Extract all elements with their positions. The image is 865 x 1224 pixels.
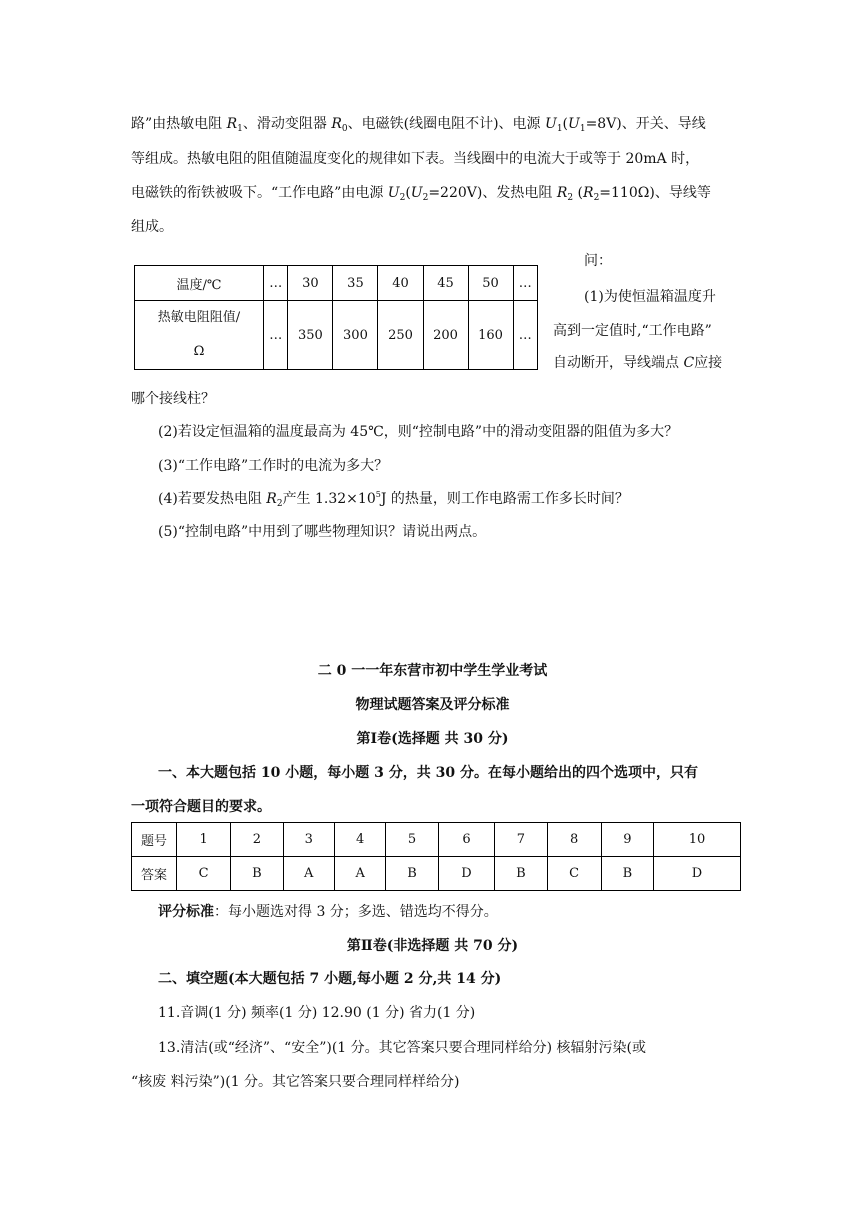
question-5: (5)“控制电路”中用到了哪些物理知识？请说出两点。 xyxy=(158,524,487,540)
table-row xyxy=(132,823,741,857)
thermistor-table xyxy=(134,265,538,370)
table-cell: 300 xyxy=(333,301,378,370)
table-cell: B xyxy=(231,857,283,891)
sub-1: 1 xyxy=(579,124,586,134)
table-row xyxy=(135,301,538,370)
question-1-line-2: 高到一定值时,“工作电路” xyxy=(553,323,712,339)
var-u1: U xyxy=(545,116,557,132)
table-cell: 50 xyxy=(468,266,513,301)
intro-text: 电磁铁的衔铁被吸下。“工作电路”由电源 xyxy=(131,185,388,201)
table-cell: 9 xyxy=(601,823,653,857)
sub-2: 2 xyxy=(422,193,429,203)
question-text: J 的热量，则工作电路需工作多长时间？ xyxy=(380,491,629,507)
table-cell: 30 xyxy=(288,266,333,301)
table-cell: 200 xyxy=(423,301,468,370)
var-u2: U xyxy=(387,185,400,201)
intro-text: =220V)、发热电阻 xyxy=(428,185,557,201)
answer-table xyxy=(131,822,741,891)
table-row xyxy=(135,266,538,301)
volume-2-title: 第Ⅱ卷(非选择题 共 70 分) xyxy=(346,938,519,954)
table-cell: C xyxy=(547,857,601,891)
question-text: 自动断开，导线端点 xyxy=(553,355,684,371)
ask-label: 问： xyxy=(584,253,612,269)
var-r1: R xyxy=(226,116,238,132)
temp-label: 温度/℃ xyxy=(135,266,264,301)
section-1-heading: 一、本大题包括 10 小题，每小题 3 分，共 30 分。在每小题给出的四个选项中，只有 xyxy=(158,765,698,781)
table-cell: A xyxy=(334,857,385,891)
table-cell: B xyxy=(495,857,547,891)
question-number-label: 题号 xyxy=(132,823,177,857)
var-u2: U xyxy=(410,185,423,201)
table-cell: D xyxy=(438,857,495,891)
question-text: 产生 1.32×10 xyxy=(282,491,376,507)
table-cell: 250 xyxy=(378,301,423,370)
sub-0: 0 xyxy=(341,124,348,134)
volume-1-title: 第Ⅰ卷(选择题 共 30 分) xyxy=(356,731,509,747)
scoring-label: 评分标准 xyxy=(158,904,214,920)
answer-13-line-1: 13.清洁(或“经济”、“安全”)(1 分。其它答案只要合理同样给分) 核辐射污染(或 xyxy=(158,1040,647,1056)
table-cell: 1 xyxy=(177,823,231,857)
var-r2: R xyxy=(266,491,277,507)
intro-text: 、滑动变阻器 xyxy=(242,116,332,132)
table-cell: 350 xyxy=(288,301,333,370)
table-cell: … xyxy=(513,301,537,370)
table-cell: 7 xyxy=(495,823,547,857)
question-1-line-3 xyxy=(553,352,722,372)
table-cell: … xyxy=(513,266,537,301)
sub-1: 1 xyxy=(237,124,243,134)
scoring-text: ：每小题选对得 3 分；多选、错选均不得分。 xyxy=(214,904,498,920)
table-cell: 8 xyxy=(547,823,601,857)
sub-2: 2 xyxy=(567,193,574,203)
intro-line-3 xyxy=(131,182,711,202)
table-cell: 40 xyxy=(378,266,423,301)
table-cell: B xyxy=(386,857,438,891)
answer-label: 答案 xyxy=(132,857,177,891)
answer-13-line-2: “核废 料污染”)(1 分。其它答案只要合理同样样给分) xyxy=(131,1074,460,1090)
question-2: (2)若设定恒温箱的温度最高为 45℃，则“控制电路”中的滑动变阻器的阻值为多大？ xyxy=(158,424,679,440)
resistance-label xyxy=(135,301,264,370)
answers-subtitle: 物理试题答案及评分标准 xyxy=(355,697,510,713)
sub-2: 2 xyxy=(399,193,406,203)
table-cell: 6 xyxy=(438,823,495,857)
intro-line-2: 等组成。热敏电阻的阻值随温度变化的规律如下表。当线圈中的电流大于或等于 20mA 时， xyxy=(131,151,700,167)
intro-line-4: 组成。 xyxy=(131,219,173,235)
section-1-heading-cont: 一项符合题目的要求。 xyxy=(131,799,271,815)
intro-text: ( xyxy=(573,185,584,201)
var-c: C xyxy=(683,355,695,371)
resistance-label-text: 热敏电阻阻值/ xyxy=(157,310,241,325)
table-row xyxy=(132,857,741,891)
table-cell: 35 xyxy=(333,266,378,301)
table-cell: 3 xyxy=(283,823,334,857)
question-3: (3)“工作电路”工作时的电流为多大？ xyxy=(158,458,389,474)
var-r2: R xyxy=(556,185,568,201)
table-cell: … xyxy=(264,301,288,370)
sub-2: 2 xyxy=(276,499,283,509)
question-text: (4)若要发热电阻 xyxy=(158,491,267,507)
intro-text: 路”由热敏电阻 xyxy=(131,116,227,132)
table-cell: 10 xyxy=(654,823,741,857)
intro-text: =8V)、开关、导线 xyxy=(585,116,706,132)
resistance-unit: Ω xyxy=(193,344,205,359)
table-cell: 5 xyxy=(386,823,438,857)
answers-title: 二 0 一一年东营市初中学生学业考试 xyxy=(317,663,548,679)
table-cell: … xyxy=(264,266,288,301)
question-1-line-4: 哪个接线柱？ xyxy=(131,391,215,407)
scoring-standard xyxy=(158,901,498,921)
sub-1: 1 xyxy=(556,124,563,134)
intro-text: ( xyxy=(405,185,411,201)
table-cell: 4 xyxy=(334,823,385,857)
answer-11-12: 11.音调(1 分) 频率(1 分) 12.90 (1 分) 省力(1 分) xyxy=(158,1005,476,1021)
question-text: 应接 xyxy=(694,355,723,371)
question-1-line-1: (1)为使恒温箱温度升 xyxy=(584,289,716,305)
section-2-heading: 二、填空题(本大题包括 7 小题,每小题 2 分,共 14 分) xyxy=(158,971,502,987)
table-cell: D xyxy=(654,857,741,891)
question-4 xyxy=(158,488,629,508)
table-cell: 45 xyxy=(423,266,468,301)
intro-text: ( xyxy=(562,116,569,132)
sub-2: 2 xyxy=(593,193,600,203)
exponent: 5 xyxy=(375,490,381,499)
intro-text: =110Ω)、导线等 xyxy=(599,185,711,201)
var-r0: R xyxy=(331,116,342,132)
table-cell: C xyxy=(177,857,231,891)
table-cell: 160 xyxy=(468,301,513,370)
table-cell: B xyxy=(601,857,653,891)
table-cell: 2 xyxy=(231,823,283,857)
var-u1: U xyxy=(568,116,580,132)
var-r2: R xyxy=(583,185,594,201)
table-cell: A xyxy=(283,857,334,891)
intro-line-1 xyxy=(131,113,706,133)
intro-text: 、电磁铁(线圈电阻不计)、电源 xyxy=(347,116,545,132)
